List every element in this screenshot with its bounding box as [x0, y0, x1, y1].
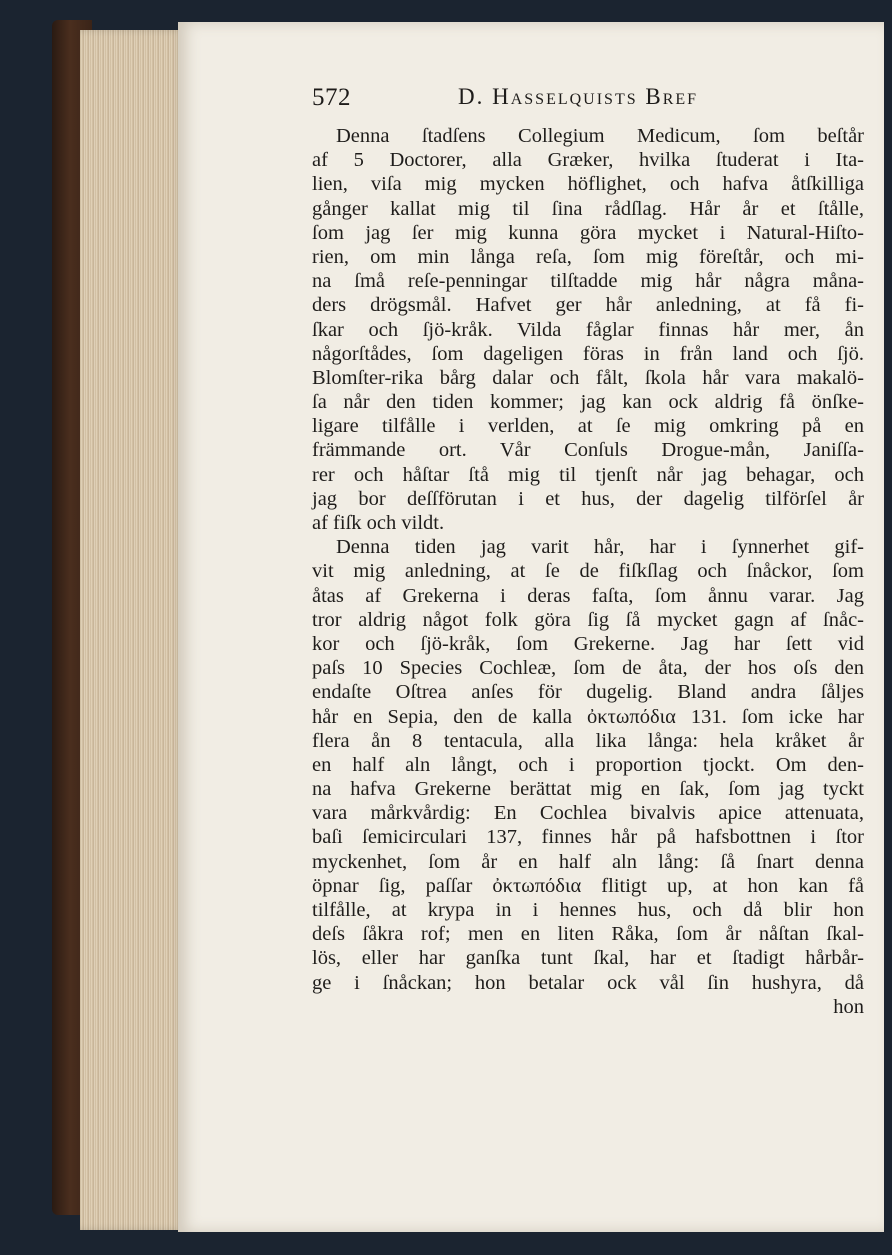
- page-number: 572: [312, 84, 351, 111]
- text-line: Blomſter-rika bårg dalar och fålt, ſkola hår vara makalö-: [312, 366, 864, 389]
- text-line: na hafva Grekerne berättat mig en ſak, ſom jag tyckt: [312, 778, 864, 801]
- catchword: hon: [833, 995, 864, 1018]
- text-line: endaſte Oſtrea anſes för dugelig. Bland andra ſåljes: [312, 681, 864, 704]
- text-line: en half aln långt, och i proportion tjockt. Om den-: [312, 753, 864, 776]
- text-line: ge i ſnåckan; hon betalar ock vål ſin hushyra, då: [312, 971, 864, 994]
- text-line: ders drögsmål. Hafvet ger hår anledning, at få fi-: [312, 294, 864, 317]
- text-line: na ſmå reſe-penningar tilſtadde mig hår några måna-: [312, 270, 864, 293]
- text-line: kor och ſjö-kråk, ſom Grekerne. Jag har ſett vid: [312, 632, 864, 655]
- text-line: Denna tiden jag varit hår, har i ſynnerhet gif-: [336, 536, 864, 559]
- text-line: deſs ſåkra rof; men en liten Råka, ſom år nåſtan ſkal-: [312, 923, 864, 946]
- text-line: främmande ort. Vår Conſuls Drogue-mån, Janiſſa-: [312, 439, 864, 462]
- text-line: ligare tilfålle i verlden, at ſe mig omkring på en: [312, 415, 864, 438]
- text-line: lös, eller har ganſka tunt ſkal, har et ſtadigt hårbår-: [312, 947, 864, 970]
- text-line: tror aldrig något folk göra ſig ſå mycket gagn af ſnåc-: [312, 608, 864, 631]
- text-line: ſom jag ſer mig kunna göra mycket i Natural-Hiſto-: [312, 221, 864, 244]
- text-line: rer och håſtar ſtå mig til tjenſt når jag behagar, och: [312, 463, 864, 486]
- text-line: någorſtådes, ſom dageligen föras in från land och ſjö.: [312, 342, 864, 365]
- text-line: myckenhet, ſom år en half aln lång: ſå ſnart denna: [312, 850, 864, 873]
- running-title: D. Hasselquists Bref: [458, 84, 699, 109]
- text-line: tilfålle, at krypa in i hennes hus, och då blir hon: [312, 899, 864, 921]
- text-line: vara mårkvårdig: En Cochlea bivalvis apice attenuata,: [312, 802, 864, 825]
- text-line: flera ån 8 tentacula, alla lika långa: hela kråket år: [312, 729, 864, 752]
- text-line: Denna ſtadſens Collegium Medicum, ſom beſtår: [336, 125, 864, 147]
- text-line: ſa når den tiden kommer; jag kan ock aldrig få önſke-: [312, 391, 864, 414]
- text-line: af fiſk och vildt.: [312, 512, 445, 534]
- text-line: paſs 10 Species Cochleæ, ſom de åta, der hos oſs den: [312, 657, 864, 680]
- text-line: rien, om min långa reſa, ſom mig föreſtår, och mi-: [312, 245, 864, 268]
- text-line: gånger kallat mig til ſina rådſlag. Hår år et ſtålle,: [312, 197, 864, 220]
- body-text: [312, 124, 864, 1019]
- page-edges: [80, 30, 185, 1230]
- text-line: vit mig anledning, at ſe de fiſkſlag och ſnåckor, ſom: [312, 560, 864, 583]
- text-line: af 5 Doctorer, alla Græker, hvilka ſtuderat i Ita-: [312, 149, 864, 172]
- text-line: åtas af Grekerna i deras faſta, ſom ånnu varar. Jag: [312, 584, 864, 607]
- text-line: lien, viſa mig mycken höflighet, och hafva åtſkilliga: [312, 173, 864, 196]
- text-line: ſkar och ſjö-kråk. Vilda fåglar finnas hår mer, ån: [312, 318, 864, 341]
- text-line: baſi ſemicirculari 137, finnes hår på hafsbottnen i ſtor: [312, 826, 864, 849]
- text-line: jag bor deſſförutan i et hus, der dagelig tilförſel år: [312, 487, 864, 510]
- text-line: öpnar ſig, paſſar ὀκτωπόδια flitigt up, at hon kan få: [312, 874, 864, 897]
- page-header: [312, 84, 852, 120]
- text-line: hår en Sepia, den de kalla ὀκτωπόδια 131. ſom icke har: [312, 705, 864, 728]
